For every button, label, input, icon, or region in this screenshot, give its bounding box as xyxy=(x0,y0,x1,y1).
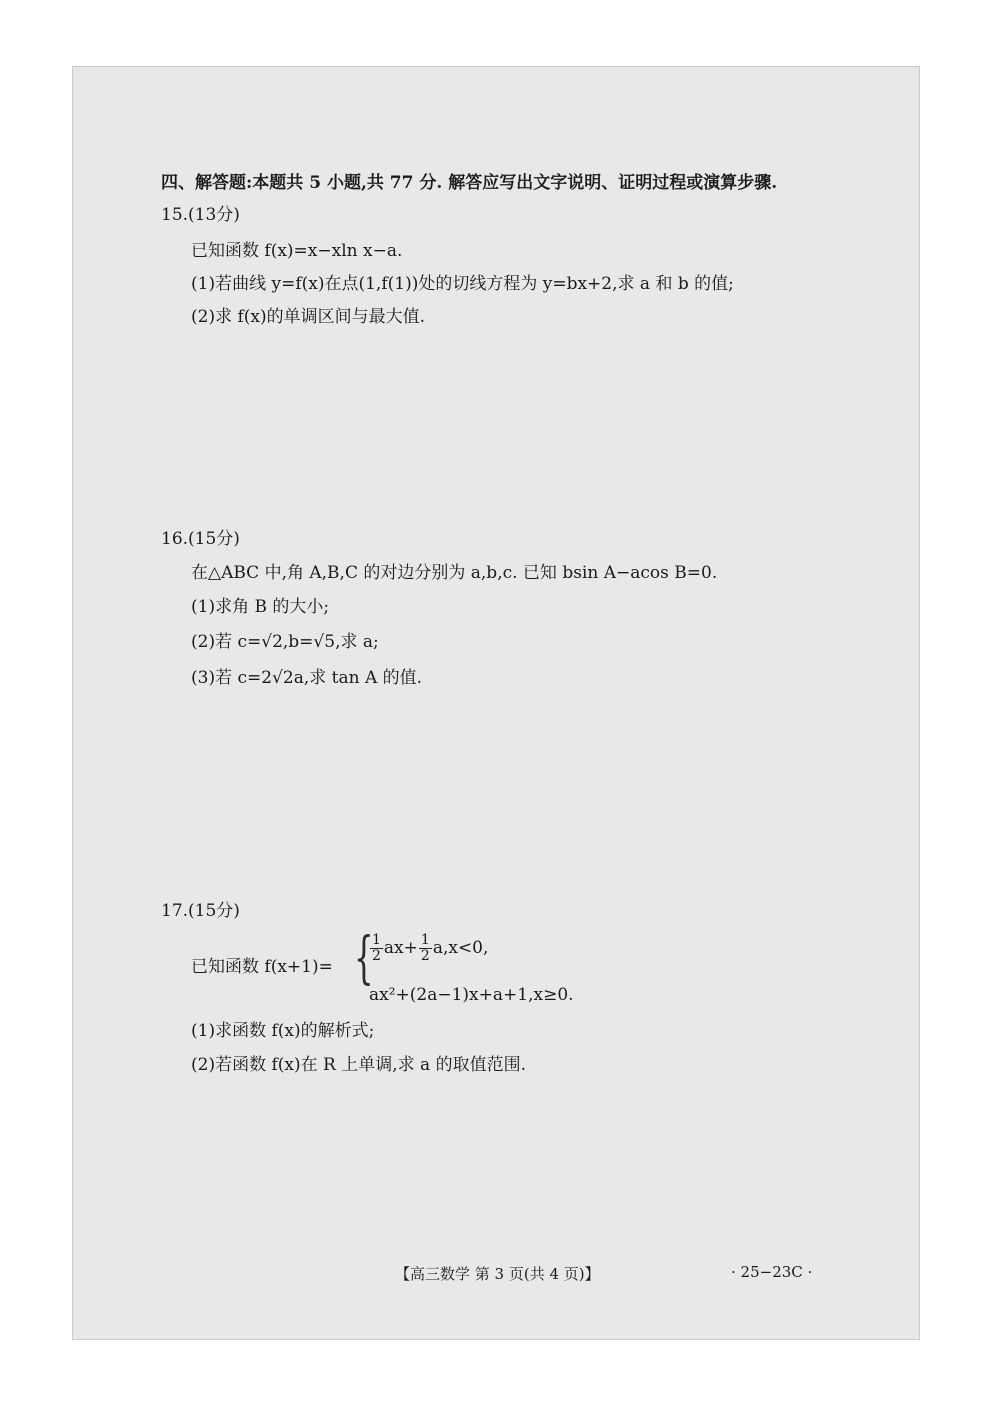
q16-part3: (3)若 c=2√2a,求 tan A 的值. xyxy=(191,668,423,688)
q16-number: 16.(15分) xyxy=(161,529,240,549)
q16-stem: 在△ABC 中,角 A,B,C 的对边分别为 a,b,c. 已知 bsin A−acos B=0. xyxy=(191,563,718,583)
q17-part1: (1)求函数 f(x)的解析式; xyxy=(191,1021,375,1041)
q15-part2: (2)求 f(x)的单调区间与最大值. xyxy=(191,307,426,327)
fraction-half-1: $\frac{1}{2}$ xyxy=(372,932,381,964)
q17-stem-prefix: 已知函数 f(x+1)= xyxy=(191,957,333,977)
exam-page xyxy=(72,66,920,1340)
fraction-half-2: $\frac{1}{2}$ xyxy=(420,932,430,964)
q17-case2: ax²+(2a−1)x+a+1,x≥0. xyxy=(369,985,574,1005)
q15-part1: (1)若曲线 y=f(x)在点(1,f(1))处的切线方程为 y=bx+2,求 a 和 b 的值; xyxy=(191,274,734,294)
q15-number: 15.(13分) xyxy=(161,205,240,225)
q15-stem: 已知函数 f(x)=x−xln x−a. xyxy=(191,241,403,261)
section-header: 四、解答题:本题共 5 小题,共 77 分. 解答应写出文字说明、证明过程或演算步骤. xyxy=(161,173,778,193)
q17-case1: $\frac{1}{2}$ ax+ $\frac{1}{2}$ a,x<0, xyxy=(372,932,489,964)
piecewise-brace: { xyxy=(354,926,374,991)
footer-page-info: 【高三数学 第 3 页(共 4 页)】 xyxy=(395,1265,600,1283)
footer-code: · 25−23C · xyxy=(731,1263,813,1281)
q17-part2: (2)若函数 f(x)在 R 上单调,求 a 的取值范围. xyxy=(191,1055,526,1075)
q16-part2: (2)若 c=√2,b=√5,求 a; xyxy=(191,632,379,652)
q16-part1: (1)求角 B 的大小; xyxy=(191,597,330,617)
q17-number: 17.(15分) xyxy=(161,901,240,921)
